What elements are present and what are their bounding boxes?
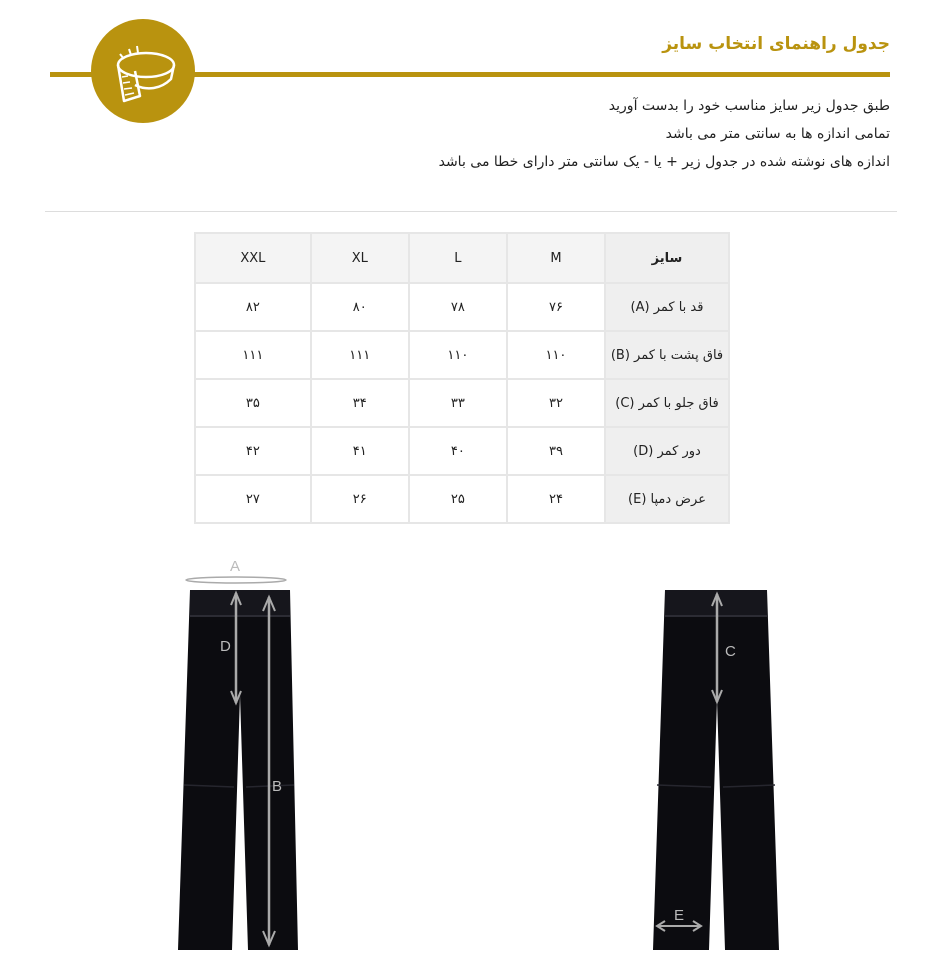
size-guide-notes [439, 92, 890, 176]
measure-label-a: A [230, 558, 241, 575]
table-cell: ۳۹ [507, 427, 605, 475]
measure-a-guide [186, 577, 286, 583]
row-label: قد با کمر (A) [605, 283, 729, 331]
row-label: فاق جلو با کمر (C) [605, 379, 729, 427]
table-cell: ۸۰ [311, 283, 409, 331]
row-label: دور کمر (D) [605, 427, 729, 475]
table-cell: ۴۲ [195, 427, 311, 475]
page-title: جدول راهنمای انتخاب سایز [662, 34, 890, 54]
table-cell: ۲۶ [311, 475, 409, 523]
table-cell: ۳۵ [195, 379, 311, 427]
size-column-header: سایز [605, 233, 729, 283]
measure-label-c: C [725, 643, 736, 660]
table-cell: ۲۴ [507, 475, 605, 523]
note-line: اندازه های نوشته شده در جدول زیر + یا - یک سانتی متر دارای خطا می باشد [438, 154, 890, 170]
pants-front-figure [170, 555, 310, 955]
table-row [195, 427, 729, 475]
size-header-m: M [507, 233, 605, 283]
measure-label-b: B [272, 778, 283, 795]
table-cell: ۷۶ [507, 283, 605, 331]
section-divider [45, 211, 897, 212]
table-header-row [195, 233, 729, 283]
size-header-l: L [409, 233, 507, 283]
row-label: عرض دمپا (E) [605, 475, 729, 523]
table-cell: ۱۱۰ [409, 331, 507, 379]
size-table [194, 232, 730, 524]
table-cell: ۳۳ [409, 379, 507, 427]
table-cell: ۱۱۱ [311, 331, 409, 379]
measure-label-e: E [674, 907, 685, 924]
measuring-tape-badge [91, 19, 195, 123]
pants-back-figure [645, 580, 790, 955]
table-cell: ۱۱۰ [507, 331, 605, 379]
note-line: طبق جدول زیر سایز مناسب خود را بدست آورید [608, 98, 890, 114]
table-cell: ۸۲ [195, 283, 311, 331]
table-row [195, 331, 729, 379]
row-label: فاق پشت با کمر (B) [605, 331, 729, 379]
table-cell: ۲۷ [195, 475, 311, 523]
table-cell: ۲۵ [409, 475, 507, 523]
table-cell: ۴۱ [311, 427, 409, 475]
note-line: تمامی اندازه ها به سانتی متر می باشد [665, 126, 890, 142]
table-cell: ۷۸ [409, 283, 507, 331]
table-row [195, 379, 729, 427]
measuring-tape-icon [91, 19, 195, 123]
table-cell: ۳۲ [507, 379, 605, 427]
table-row [195, 283, 729, 331]
measure-label-d: D [220, 638, 231, 655]
table-row [195, 475, 729, 523]
table-cell: ۳۴ [311, 379, 409, 427]
size-header-xl: XL [311, 233, 409, 283]
size-header-xxl: XXL [195, 233, 311, 283]
table-cell: ۴۰ [409, 427, 507, 475]
table-cell: ۱۱۱ [195, 331, 311, 379]
